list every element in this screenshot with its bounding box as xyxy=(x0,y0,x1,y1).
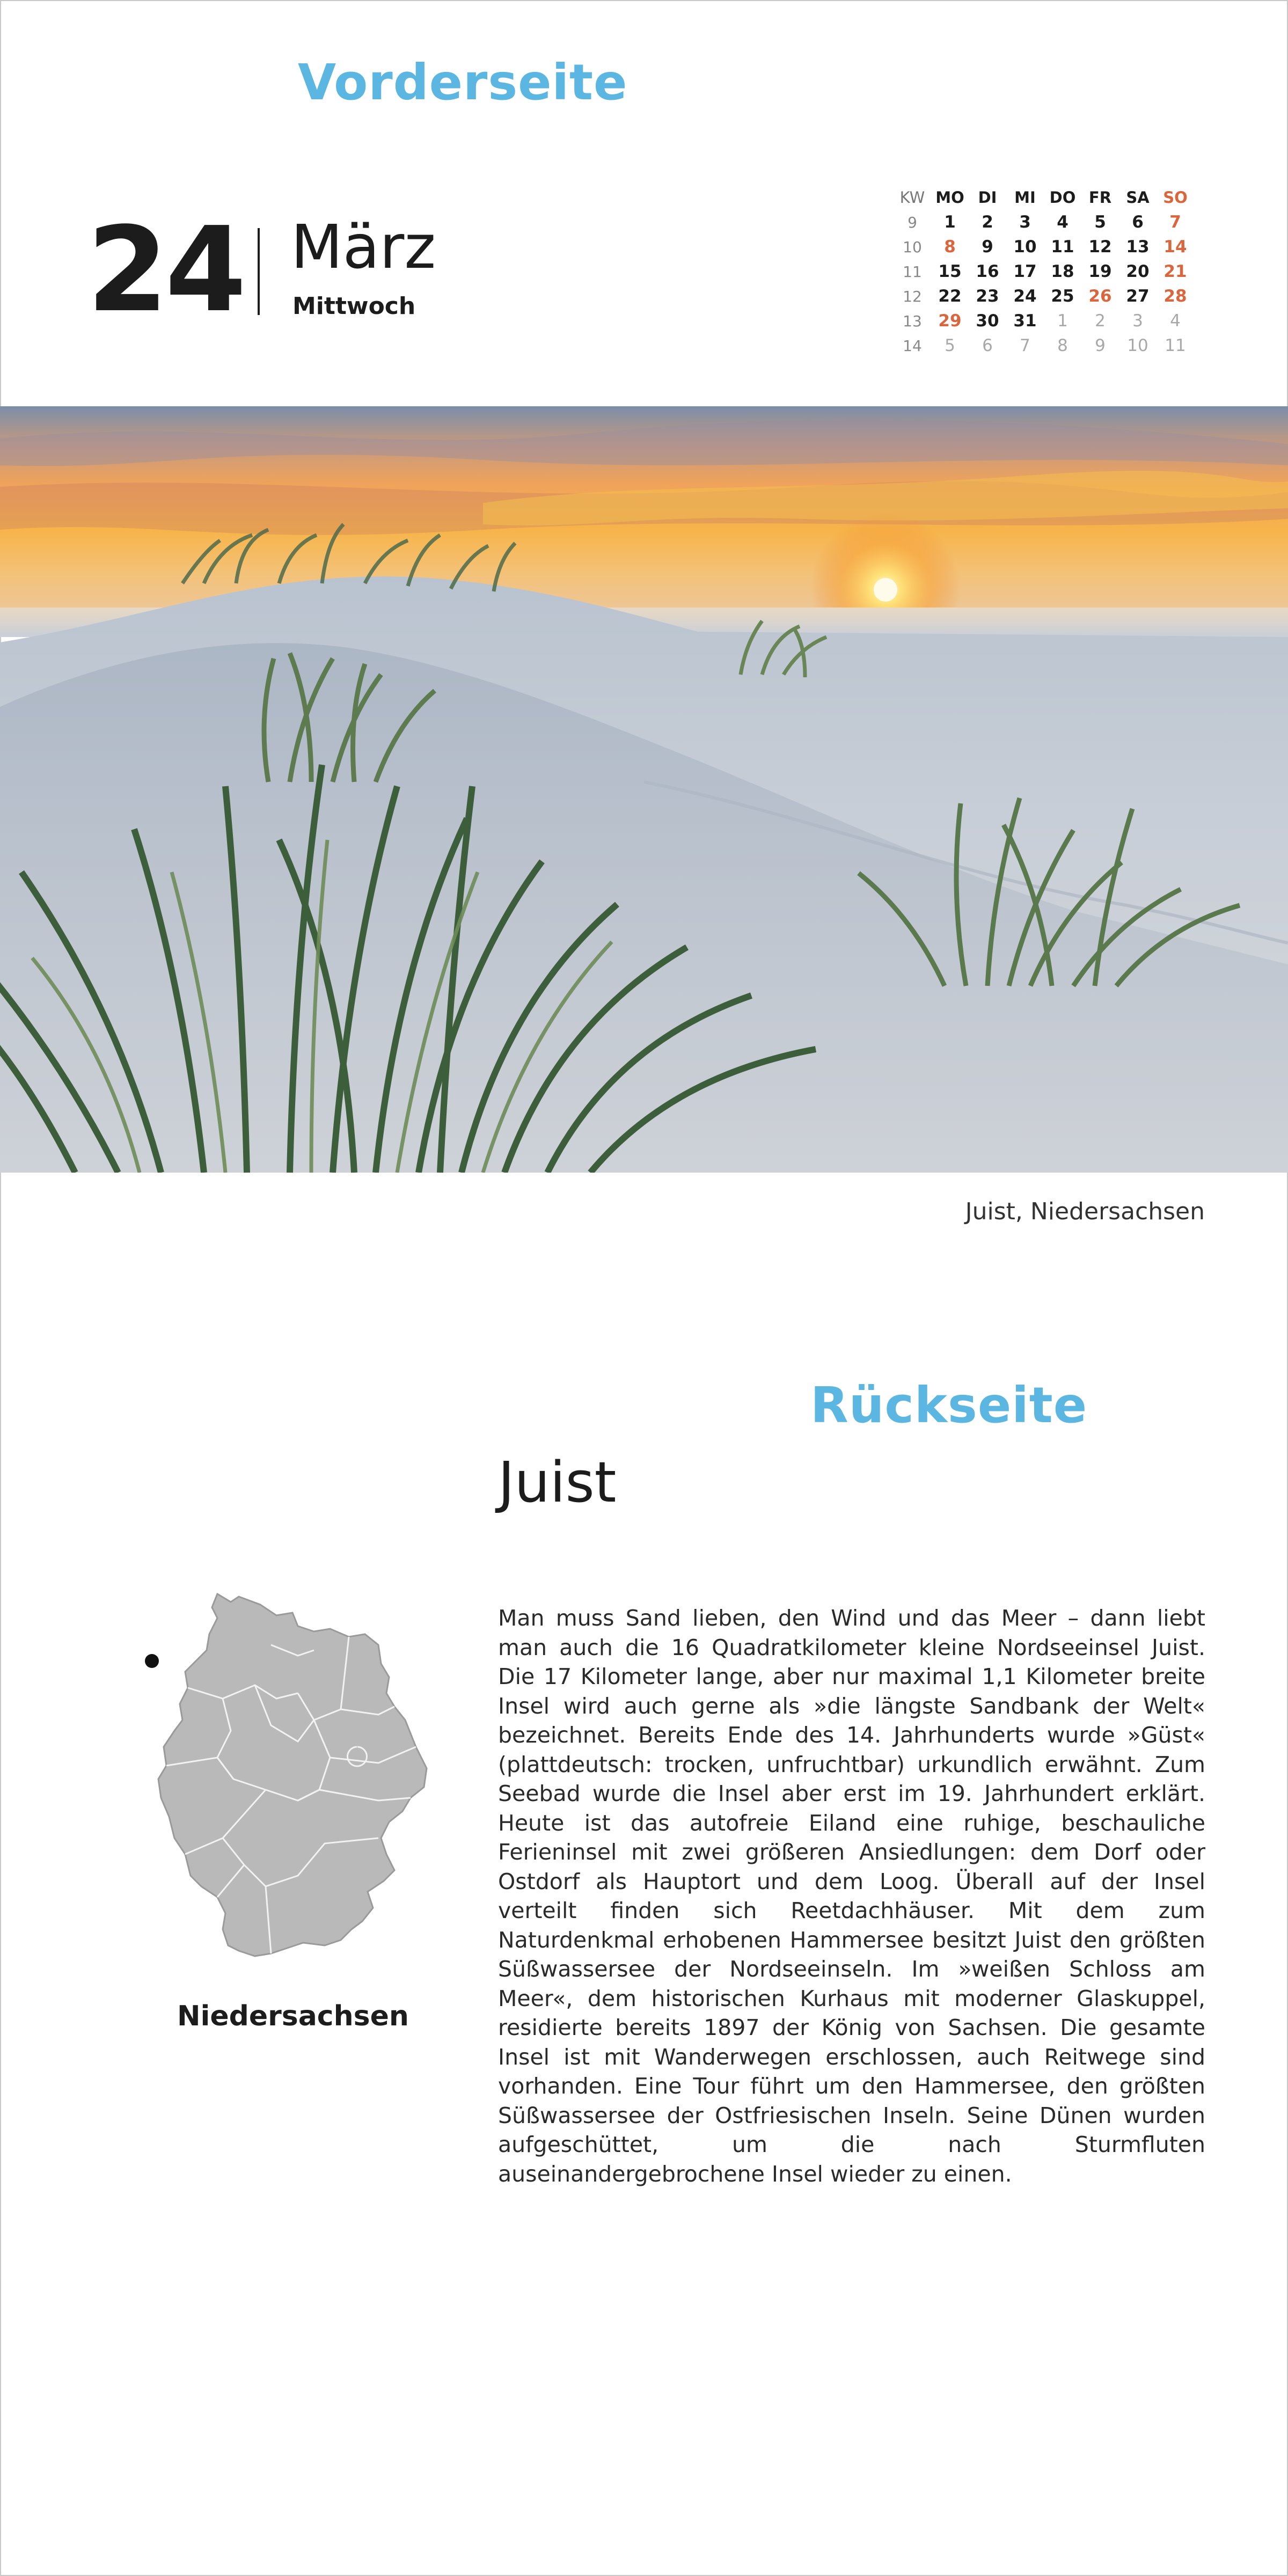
calendar-day: 2 xyxy=(1095,311,1106,331)
calendar-week-row xyxy=(894,235,1194,259)
calendar-day: 6 xyxy=(1132,213,1144,232)
date-weekday: Mittwoch xyxy=(292,292,416,320)
calendar-week-row xyxy=(894,284,1194,309)
calendar-day: 4 xyxy=(1057,213,1069,232)
article-title: Juist xyxy=(498,1450,617,1515)
calendar-day: 24 xyxy=(1013,287,1037,306)
calendar-day: 2 xyxy=(982,213,993,232)
calendar-day: 7 xyxy=(1020,336,1030,355)
calendar-header-cell: MI xyxy=(1014,188,1036,207)
map-region-label: Niedersachsen xyxy=(177,2000,409,2032)
calendar-day: 13 xyxy=(1126,237,1150,257)
date-day-number: 24 xyxy=(87,202,244,338)
calendar-week-row xyxy=(894,309,1194,333)
date-month: März xyxy=(291,213,436,282)
calendar-day: 6 xyxy=(982,336,993,355)
calendar-day: 10 xyxy=(1127,336,1148,355)
calendar-header-cell: DI xyxy=(978,188,997,207)
germany-map xyxy=(137,1586,437,1983)
calendar-day: 3 xyxy=(1132,311,1143,331)
photo-caption: Juist, Niedersachsen xyxy=(965,1198,1205,1225)
calendar-day: 9 xyxy=(982,237,993,257)
calendar-day: 25 xyxy=(1051,287,1074,306)
front-side-label: Vorderseite xyxy=(298,54,628,111)
calendar-day: 5 xyxy=(1094,213,1106,232)
calendar-day: 17 xyxy=(1013,262,1037,281)
calendar-header-cell: MO xyxy=(935,188,964,207)
calendar-day: 27 xyxy=(1126,287,1150,306)
calendar-day: 26 xyxy=(1088,287,1112,306)
calendar-day: 21 xyxy=(1163,262,1187,281)
calendar-day: 16 xyxy=(976,262,999,281)
calendar-week-number: 11 xyxy=(903,262,922,281)
calendar-week-number: 14 xyxy=(903,336,922,355)
calendar-day: 10 xyxy=(1013,237,1037,257)
calendar-day: 18 xyxy=(1051,262,1074,281)
calendar-header-cell: SA xyxy=(1126,188,1150,207)
calendar-day: 11 xyxy=(1051,237,1074,257)
beach-sunset-photo xyxy=(0,406,1288,1173)
calendar-day: 1 xyxy=(1057,311,1068,331)
calendar-day: 1 xyxy=(944,213,956,232)
calendar-day: 7 xyxy=(1169,213,1181,232)
calendar-header-cell: DO xyxy=(1049,188,1076,207)
calendar-day: 22 xyxy=(938,287,962,306)
calendar-day: 9 xyxy=(1095,336,1106,355)
calendar-week-number: 10 xyxy=(903,238,922,256)
germany-outline xyxy=(158,1594,427,1956)
location-marker xyxy=(145,1654,159,1668)
calendar-week-row xyxy=(894,333,1194,358)
calendar-day: 15 xyxy=(938,262,962,281)
back-side-label: Rückseite xyxy=(810,1377,1088,1434)
calendar-header-cell: KW xyxy=(899,188,925,207)
calendar-day: 8 xyxy=(1057,336,1068,355)
calendar-day: 31 xyxy=(1013,311,1037,331)
calendar-header-cell: SO xyxy=(1163,188,1188,207)
calendar-day: 8 xyxy=(944,237,956,257)
calendar-day: 28 xyxy=(1163,287,1187,306)
calendar-day: 19 xyxy=(1088,262,1112,281)
calendar-day: 29 xyxy=(938,311,962,331)
calendar-day: 14 xyxy=(1163,237,1187,257)
calendar-day: 4 xyxy=(1170,311,1181,331)
calendar-week-row xyxy=(894,210,1194,235)
calendar-header-cell: FR xyxy=(1088,188,1112,207)
calendar-day: 12 xyxy=(1088,237,1112,257)
calendar-day: 30 xyxy=(976,311,999,331)
calendar-day: 11 xyxy=(1165,336,1186,355)
mini-calendar xyxy=(894,185,1194,358)
article-body: Man muss Sand lieben, den Wind und das Meer – dann liebt man auch die 16 Quadratkilometer kleine Nordseeinsel Juist. Die 17 Kilometer lange, aber nur maximal 1,1 Kilometer breite Insel wird auch gerne als »die längste Sandbank der Welt« bezeichnet. Bereits Ende des 14. Jahrhunderts wurde »Güst« (plattdeutsch: trocken, unfruchtbar) urkundlich erwähnt. Zum Seebad wurde die Insel aber erst im 19. Jahrhundert erklärt. Heute ist das autofreie Eiland eine ruhige, beschauliche Ferieninsel mit zwei größeren Ansiedlungen: dem Dorf oder Ostdorf als Hauptort und dem Loog. Überall auf der Insel verteilt finden sich Reetdachhäuser. Mit dem zum Naturdenkmal erhobenen Hammersee besitzt Juist den größten Süßwassersee der Nordseeinseln. Im »weißen Schloss am Meer«, dem historischen Kurhaus mit moderner Glaskuppel, residierte bereits 1897 der König von Sachsen. Die gesamte Insel ist mit Wanderwegen erschlossen, auch Reitwege sind vorhanden. Eine Tour führt um den Hammersee, den größten Süßwassersee der Ostfriesischen Inseln. Seine Dünen wurden aufgeschüttet, um die nach Sturmfluten auseinandergebrochene Insel wieder zu einen. xyxy=(498,1605,1205,2187)
calendar-header-row xyxy=(894,185,1194,210)
calendar-day: 23 xyxy=(976,287,999,306)
calendar-day: 20 xyxy=(1126,262,1150,281)
calendar-week-number: 12 xyxy=(903,287,922,305)
calendar-week-number: 9 xyxy=(908,213,917,231)
calendar-week-row xyxy=(894,259,1194,284)
date-divider xyxy=(258,228,260,315)
calendar-week-number: 13 xyxy=(903,312,922,330)
calendar-day: 5 xyxy=(945,336,955,355)
calendar-day: 3 xyxy=(1019,213,1031,232)
